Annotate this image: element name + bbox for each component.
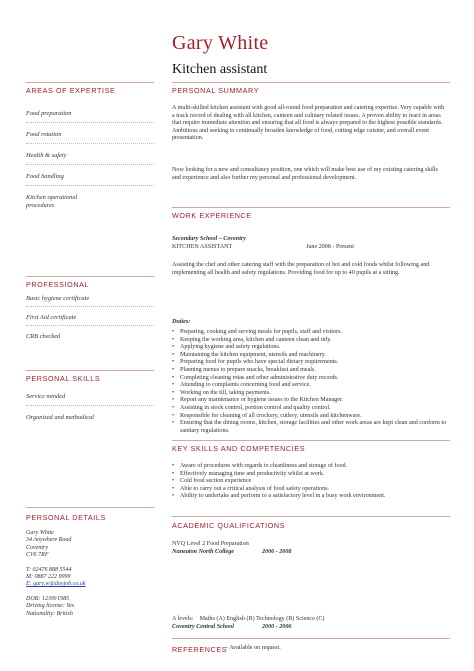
duty-item: • Completing cleaning rotas and other administrative duty records. <box>172 375 452 383</box>
key-skill-item: • Aware of procedures with regards to cleanliness and storage of food. <box>172 463 452 471</box>
divider <box>26 122 154 123</box>
work-title: WORK EXPERIENCE <box>172 211 252 220</box>
duty-item: • Attending to complaints concerning food and service. <box>172 382 452 390</box>
duty-item: • Keeping the working area, kitchen and canteen clean and tidy. <box>172 337 452 345</box>
professional-item: Basic hygiene certificate <box>26 295 90 302</box>
details-title: PERSONAL DETAILS <box>26 513 106 522</box>
summary-rule <box>172 82 450 83</box>
qualification-1: NVQ Level 2 Food Preparation <box>172 541 249 547</box>
detail-nationality: Nationality: British <box>26 610 73 617</box>
qualification-2-school: Coventry Central School <box>172 624 234 630</box>
skills-rule <box>26 370 154 371</box>
position: KITCHEN ASSISTANT <box>172 244 233 250</box>
duty-item: • Preparing food for pupils who have special dietary requirements. <box>172 359 452 367</box>
work-description: Assisting the chef and other catering staff with the preparation of hot and cold foods whilst following and implementing all health and safety regulations. Providing food for up to 40 pupils at a sitting. <box>172 262 430 276</box>
job-title: Kitchen assistant <box>172 62 268 77</box>
detail-city: Coventry <box>26 544 48 551</box>
detail-dob: DOB: 12/09/1985 <box>26 595 70 602</box>
qualifications-rule <box>172 516 450 517</box>
key-skill-item: • Cold food section experience <box>172 478 452 486</box>
references-title: REFERENCES <box>172 645 228 654</box>
duty-item: • Planning menus to prepare snacks, breakfast and meals. <box>172 367 452 375</box>
professional-item: CRB checked <box>26 333 61 340</box>
divider <box>26 164 154 165</box>
skill-item: Organized and methodical <box>26 414 94 421</box>
key-skill-item: • Ability to undertake and perform to a satisfactory level in a busy work environment. <box>172 493 452 501</box>
summary-title: PERSONAL SUMMARY <box>172 86 260 95</box>
duty-item: • Responsible for cleaning of all crockery, cutlery, utensils and kitchenware. <box>172 413 452 421</box>
professional-title: PROFESSIONAL <box>26 280 90 289</box>
skill-item: Service minded <box>26 393 66 400</box>
work-rule <box>172 207 450 208</box>
duty-item: • Applying hygiene and safety regulations. <box>172 344 452 352</box>
key-skills-title: KEY SKILLS AND COMPETENCIES <box>172 444 306 453</box>
detail-license: Driving license: Yes <box>26 603 75 610</box>
professional-item: First Aid certificate <box>26 314 77 321</box>
detail-name: Gary White <box>26 530 54 536</box>
key-skills-rule <box>172 440 450 441</box>
duties-label: Duties: <box>172 319 191 325</box>
expertise-item: Kitchen operational procedures <box>26 194 78 209</box>
expertise-item: Food handling <box>26 173 64 180</box>
key-skill-item: • Able to carry out a critical analysis of food safety operations. <box>172 486 452 494</box>
expertise-item: Food rotation <box>26 131 62 138</box>
divider <box>26 143 154 144</box>
expertise-title: AREAS OF EXPERTISE <box>26 86 116 95</box>
duty-item: • Ensuring that the dining rooms, kitchen, storage facilities and other work areas are kept clean and conform to sanitary regulations. <box>172 420 452 435</box>
qualification-2: A levels: Maths (A) English (B) Technology (B) Science (C) <box>172 616 325 622</box>
references-rule <box>172 638 450 639</box>
duty-item: • Assisting in stock control, portion control and quality control. <box>172 405 452 413</box>
summary-paragraph: A multi-skilled kitchen assistant with good all-round food preparation and catering expertise. Very capable with a track record of dealing with all kitchen, canteen and culinary related issues. A proven ability to react in areas that require immediate attention and ensuring that all food is always prepared to the highest possible standards. Ambitious and seeking to continually broaden knowledge of food, cutting edge cuisine, and overall event presentation. <box>172 105 445 142</box>
expertise-item: Food preparation <box>26 110 72 117</box>
divider <box>26 185 154 186</box>
detail-email[interactable]: E: gary.w@dayjob.co.uk <box>26 581 86 588</box>
qualification-2-dates: 2000 - 2006 <box>262 624 292 630</box>
personal-details <box>26 530 154 618</box>
divider <box>26 405 154 406</box>
divider <box>26 306 154 307</box>
details-rule <box>26 507 154 508</box>
employer: Secondary School – Coventry <box>172 236 246 242</box>
duties-list <box>172 329 452 435</box>
key-skills-list <box>172 463 452 501</box>
detail-phone: T: 02476 888 5544 <box>26 566 72 573</box>
detail-postcode: CV6 7RF <box>26 552 49 559</box>
expertise-rule <box>26 82 154 83</box>
expertise-item: Health & safety <box>26 152 67 159</box>
qualifications-title: ACADEMIC QUALIFICATIONS <box>172 521 286 530</box>
professional-rule <box>26 276 154 277</box>
detail-mobile: M: 0887 222 9999 <box>26 574 71 581</box>
qualification-1-school: Nuneaton North College <box>172 549 234 555</box>
duty-item: • Working on the till, taking payments. <box>172 390 452 398</box>
duty-item: • Maintaining the kitchen equipment, utensils and machinery. <box>172 352 452 360</box>
duty-item: • Report any maintenance or hygiene issues to the Kitchen Manager. <box>172 397 452 405</box>
duty-item: • Preparing, cooking and serving meals for pupils, staff and visitors. <box>172 329 452 337</box>
key-skill-item: • Effectively managing time and productivity whilst at work. <box>172 471 452 479</box>
references-text: – Available on request. <box>225 645 281 651</box>
qualification-1-dates: 2006 - 2008 <box>262 549 292 555</box>
divider <box>26 325 154 326</box>
work-dates: June 2008 - Present <box>306 244 354 250</box>
skills-title: PERSONAL SKILLS <box>26 374 101 383</box>
detail-address: 34 Anywhere Road <box>26 537 72 544</box>
summary-paragraph-2: Now looking for a new and consultancy position, one which will make best use of my existing catering skills and experience and also further my personal and professional development. <box>172 167 438 181</box>
candidate-name: Gary White <box>172 32 269 54</box>
